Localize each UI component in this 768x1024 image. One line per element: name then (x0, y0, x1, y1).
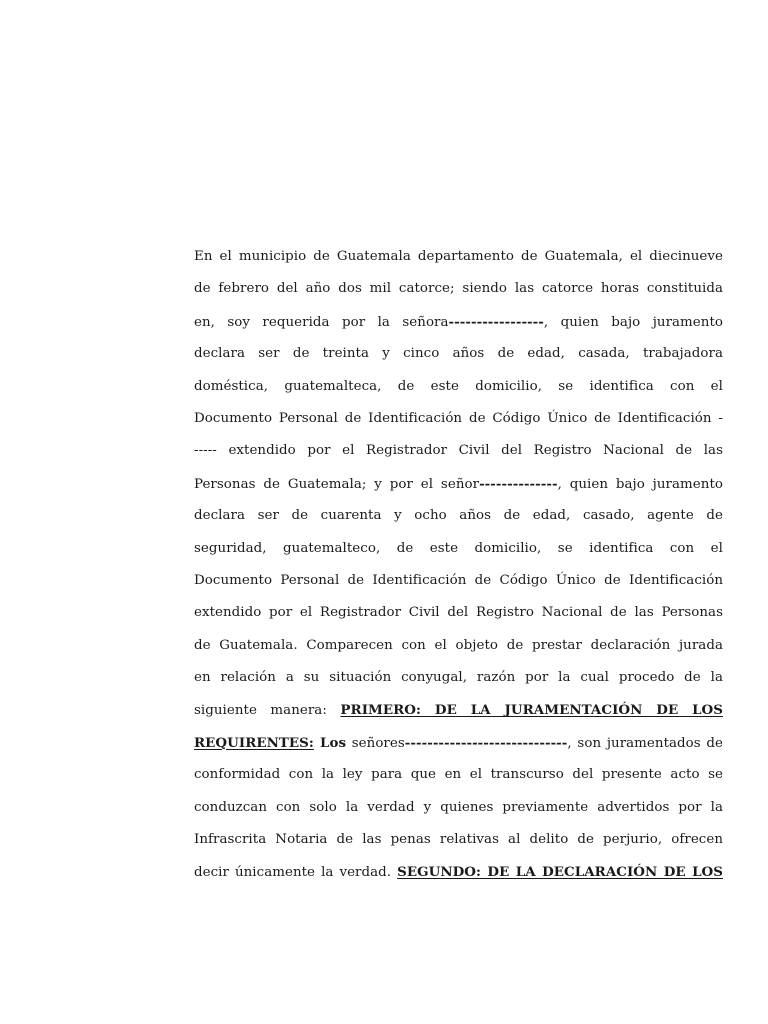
bold-text: ----------------- (448, 313, 544, 330)
text-line (194, 824, 723, 856)
document-body (194, 241, 723, 889)
text-segment: declara ser de treinta y cinco años de edad, casada, trabajadora (194, 346, 723, 362)
text-line (194, 694, 723, 726)
text-segment: doméstica, guatemalteca, de este domicilio, se identifica con el (194, 378, 723, 394)
text-segment: Documento Personal de Identificación de Código Único de Identificación (194, 572, 723, 588)
text-segment: decir únicamente la verdad. (194, 865, 398, 881)
text-segment: en relación a su situación conyugal, razón por la cual procedo de la (194, 670, 723, 686)
text-line (194, 759, 723, 791)
text-line (194, 468, 723, 500)
text-segment: seguridad, guatemalteco, de este domicilio, se identifica con el (194, 540, 723, 556)
text-line (194, 241, 723, 273)
bold-text: ----------------------------- (404, 734, 568, 751)
text-segment: , quien bajo juramento (543, 314, 723, 330)
text-line (194, 597, 723, 629)
text-segment: siguiente manera: (194, 703, 341, 719)
bold-text: -------------- (479, 475, 558, 492)
text-line (194, 338, 723, 370)
text-segment: extendido por el Registrador Civil del Registro Nacional de las Personas (194, 605, 723, 621)
text-segment: Documento Personal de Identificación de Código Único de Identificación - (194, 410, 723, 426)
text-line (194, 533, 723, 565)
text-segment: en, soy requerida por la señora (194, 314, 449, 330)
section-heading: SEGUNDO: DE LA DECLARACIÓN DE LOS (397, 864, 723, 881)
text-line (194, 727, 723, 759)
text-line (194, 371, 723, 403)
text-segment: de febrero del año dos mil catorce; siendo las catorce horas constituida (194, 281, 723, 297)
section-heading: PRIMERO: DE LA JURAMENTACIÓN DE LOS (340, 702, 723, 719)
text-segment: Infrascrita Notaria de las penas relativas al delito de perjurio, ofrecen (194, 832, 723, 848)
text-segment: Personas de Guatemala; y por el señor (194, 476, 480, 492)
text-line (194, 630, 723, 662)
text-segment: En el municipio de Guatemala departamento de Guatemala, el diecinueve (194, 249, 723, 264)
text-line (194, 403, 723, 435)
text-line (194, 306, 723, 338)
text-segment: ----- extendido por el Registrador Civil del Registro Nacional de las (194, 443, 723, 459)
text-segment: de Guatemala. Comparecen con el objeto de prestar declaración jurada (194, 637, 723, 653)
text-line (194, 435, 723, 467)
text-segment: conduzcan con solo la verdad y quienes previamente advertidos por la (194, 799, 723, 815)
text-line (194, 662, 723, 694)
text-line (194, 273, 723, 305)
text-segment: señores (346, 735, 405, 751)
bold-text: Los (313, 734, 347, 751)
text-line (194, 792, 723, 824)
text-segment: conformidad con la ley para que en el transcurso del presente acto se (194, 767, 723, 783)
text-line (194, 565, 723, 597)
text-segment: , quien bajo juramento (557, 476, 723, 492)
text-line (194, 856, 723, 888)
text-segment: , son juramentados de (567, 735, 723, 751)
section-heading: REQUIRENTES: (194, 734, 314, 751)
text-segment: declara ser de cuarenta y ocho años de edad, casado, agente de (194, 508, 723, 524)
text-line (194, 500, 723, 532)
